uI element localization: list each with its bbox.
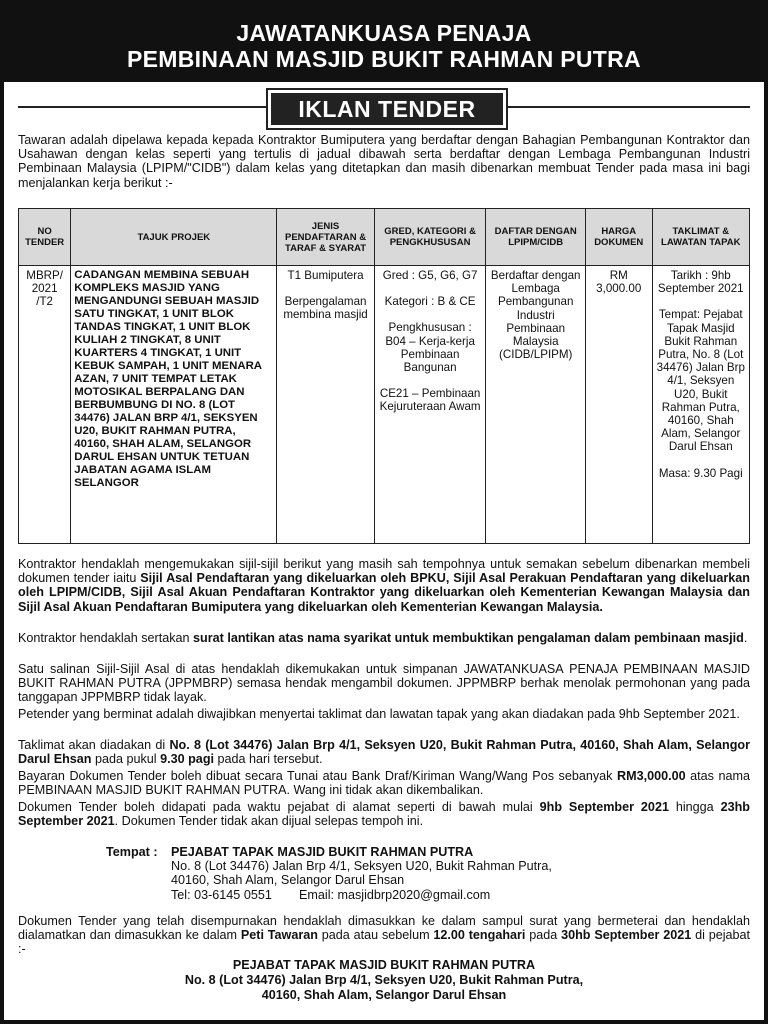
cell-no-tender: MBRP/ 2021 /T2 <box>19 266 71 544</box>
col-gred: GRED, KATEGORI & PENGKHUSUSAN <box>374 209 486 266</box>
paragraph-surat-lantikan: Kontraktor hendaklah sertakan surat lantikan atas nama syarikat untuk membuktikan pengalaman dalam pembinaan masjid. <box>18 631 748 645</box>
paragraph-salinan: Satu salinan Sijil-Sijil Asal di atas hendaklah dikemukakan untuk simpanan JAWATANKUASA PENAJA PEMBINAAN MASJID BUKIT RAHMAN PUTRA (JPPMBRP) semasa hendak mengambil dokumen. JPPMBRP berhak menolak permohonan yang pada tanggapan JPPMBRP tidak layak. <box>18 662 750 705</box>
tempat-address-line1: No. 8 (Lot 34476) Jalan Brp 4/1, Seksyen U20, Bukit Rahman Putra, <box>171 859 552 873</box>
paragraph-bayaran: Bayaran Dokumen Tender boleh dibuat secara Tunai atau Bank Draf/Kiriman Wang/Wang Pos sebanyak RM3,000.00 atas nama PEMBINAAN MASJID BUKIT RAHMAN PUTRA. Wang ini tidak akan dikembalikan. <box>18 769 750 798</box>
tempat-email: Email: masjidbrp2020@gmail.com <box>299 888 491 902</box>
col-daftar: DAFTAR DENGAN LPIPM/CIDB <box>486 209 585 266</box>
header-title-line2: PEMBINAAN MASJID BUKIT RAHMAN PUTRA <box>127 46 641 72</box>
cell-tajuk-projek: CADANGAN MEMBINA SEBUAH KOMPLEKS MASJID YANG MENGANDUNGI SEBUAH MASJID SATU TINGKAT, 1 UNIT BLOK TANDAS TINGKAT, 1 UNIT BLOK KULIAH 2 TINGKAT, 8 UNIT KUARTERS 4 TINGKAT, 1 UNIT KEBUK SAMPAH, 1 UNIT MENARA AZAN, 7 UNIT TEMPAT LETAK MOTOSIKAL BERPALANG DAN BERBUMBUNG DI NO. 8 (LOT 34476) JALAN BRP 4/1, SEKSYEN U20, BUKIT RAHMAN PUTRA, 40160, SHAH ALAM, SELANGOR DARUL EHSAN UNTUK TETUAN JABATAN AGAMA ISLAM SELANGOR <box>71 266 277 544</box>
jenis-syarat: Berpengalaman membina masjid <box>283 295 368 322</box>
pengkhususan-b04: Pengkhususan : B04 – Kerja-kerja Pembinaan Bangunan <box>385 321 475 375</box>
col-tajuk-projek: TAJUK PROJEK <box>71 209 277 266</box>
paragraph-dokumen: Dokumen Tender boleh didapati pada waktu pejabat di alamat seperti di bawah mulai 9hb September 2021 hingga 23hb September 2021. Dokumen Tender tidak akan dijual selepas tempoh ini. <box>18 800 751 829</box>
col-harga: HARGA DOKUMEN <box>585 209 652 266</box>
tender-banner: IKLAN TENDER <box>268 90 506 128</box>
cell-harga: RM 3,000.00 <box>585 266 652 544</box>
cell-daftar: Berdaftar dengan Lembaga Pembangunan Industri Pembinaan Malaysia (CIDB/LPIPM) <box>486 266 585 544</box>
tempat-tel: Tel: 03-6145 0551 <box>171 888 272 902</box>
tempat-address-line2: 40160, Shah Alam, Selangor Darul Ehsan <box>171 873 405 887</box>
gred-value: Gred : G5, G6, G7 <box>382 269 478 282</box>
cell-gred <box>374 266 486 544</box>
tempat-name: PEJABAT TAPAK MASJID BUKIT RAHMAN PUTRA <box>171 845 474 859</box>
pengkhususan-ce21: CE21 – Pembinaan Kejuruteraan Awam <box>379 387 481 414</box>
jenis-taraf: T1 Bumiputera <box>287 269 364 282</box>
header-title-line1: JAWATANKUASA PENAJA <box>236 20 532 46</box>
cell-jenis <box>277 266 374 544</box>
col-no-tender: NO TENDER <box>19 209 71 266</box>
intro-paragraph: Tawaran adalah dipelawa kepada kepada Kontraktor Bumiputera yang berdaftar dengan Bahagian Pembangunan Kontraktor dan Usahawan dengan kelas seperti yang tertulis di jadual dibawah serta berdaftar dengan Lembaga Pembangunan Industri Pembinaan Malaysia (LPIPM/"CIDB") dalam kelas yang ditetapkan dan masih dibenarkan membuat Tender pada masa ini bagi menjalankan kerja berikut :- <box>18 133 750 190</box>
kategori-value: Kategori : B & CE <box>384 295 476 309</box>
tender-table <box>18 208 750 544</box>
footer-address-line1: No. 8 (Lot 34476) Jalan Brp 4/1, Seksyen U20, Bukit Rahman Putra, <box>184 973 584 987</box>
tempat-label: Tempat : <box>106 845 158 859</box>
col-taklimat: TAKLIMAT & LAWATAN TAPAK <box>652 209 749 266</box>
taklimat-masa: Masa: 9.30 Pagi <box>658 466 743 480</box>
paragraph-petender: Petender yang berminat adalah diwajibkan menyertai taklimat dan lawatan tapak yang akan diadakan pada 9hb September 2021. <box>18 707 740 721</box>
cell-taklimat <box>652 266 749 544</box>
footer-address-line2: 40160, Shah Alam, Selangor Darul Ehsan <box>261 988 507 1002</box>
taklimat-tarikh: Tarikh : 9hb September 2021 <box>657 269 744 296</box>
paragraph-sijil: Kontraktor hendaklah mengemukakan sijil-sijil berikut yang masih sah tempohnya untuk semakan sebelum dibenarkan membeli dokumen tender iaitu Sijil Asal Pendaftaran yang dikeluarkan oleh BPKU, Sijil Asal Perakuan Pendaftaran yang dikeluarkan oleh LPIPM/CIDB, Sijil Asal Akuan Pendaftaran Kontraktor yang dikeluarkan oleh Kementerian Kewangan Malaysia dan Sijil Asal Akuan Pendaftaran Bumiputera yang dikeluarkan oleh Kementerian Kewangan Malaysia. <box>18 557 750 614</box>
paragraph-peti-tawaran: Dokumen Tender yang telah disempurnakan hendaklah dimasukkan ke dalam sampul surat yang bermeterai dan hendaklah dialamatkan dan dimasukkan ke dalam Peti Tawaran pada atau sebelum 12.00 tengahari pada 30hb September 2021 di pejabat :- <box>18 914 751 957</box>
paragraph-taklimat: Taklimat akan diadakan di No. 8 (Lot 34476) Jalan Brp 4/1, Seksyen U20, Bukit Rahman Putra, 40160, Shah Alam, Selangor Darul Ehsan pada pukul 9.30 pagi pada hari tersebut. <box>18 738 750 767</box>
table-row <box>19 266 750 544</box>
footer-office-name: PEJABAT TAPAK MASJID BUKIT RAHMAN PUTRA <box>232 958 536 972</box>
table-header-row <box>19 209 750 266</box>
taklimat-tempat: Tempat: Pejabat Tapak Masjid Bukit Rahman Putra, No. 8 (Lot 34476) Jalan Brp 4/1, Seksyen U20, Bukit Rahman Putra, 40160, Shah Alam, Selangor Darul Ehsan <box>656 308 745 454</box>
col-jenis-pendaftaran: JENIS PENDAFTARAN & TARAF & SYARAT <box>277 209 374 266</box>
